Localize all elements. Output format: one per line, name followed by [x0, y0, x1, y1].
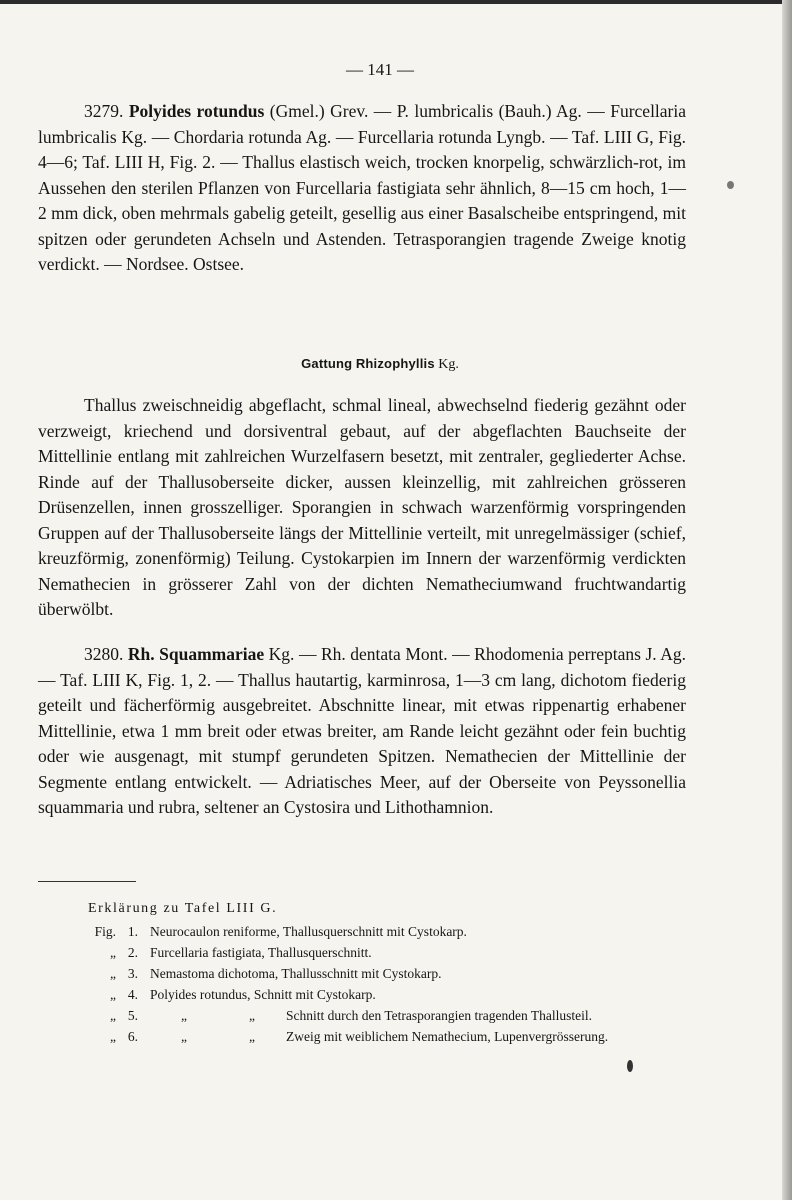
footnote-separator	[38, 881, 136, 882]
ditto-mark: „	[110, 966, 116, 981]
genus-description-text: Thallus zweischneidig abgeflacht, schmal lineal, abwechselnd fiederig gezähnt oder verzweigt, kriechend und dorsiventral gebaut, auf der abgeflachten Bauchseite der Mittellinie entlang mit zahlreichen Wurzelfasern besetzt, mit zentraler, gegliederter Achse. Rinde auf der Thallusoberseite dicker, aussen kleinzellig, mit zahlreichen grösseren Drüsenzellen, innen grosszelliger. Sporangien in schwach warzenförmig vorspringenden Gruppen auf der Thallusoberseite längs der Mittellinie verteilt, mit unregelmässiger (schief, kreuzförmig, zonenförmig) Teilung. Cystokarpien im Innern der warzenförmig verdickten Nemathecien in grösserer Zahl von der dichten Nematheciumwand fruchtwandartig überwölbt.	[38, 395, 686, 619]
fig-caption-row	[150, 1005, 688, 1026]
page-top-edge	[0, 0, 792, 4]
ditto-mark: „	[249, 1029, 255, 1044]
fig-number: 4.	[127, 987, 138, 1002]
ditto-mark: „	[181, 1008, 187, 1023]
entry-number: 3279.	[84, 101, 124, 121]
species-name: Rh. Squammariae	[127, 644, 265, 664]
page-number: — 141 —	[346, 60, 414, 79]
fig-caption: Polyides rotundus, Schnitt mit Cystokarp.	[150, 987, 376, 1002]
fig-caption: Neurocaulon reniforme, Thallusquerschnitt mit Cystokarp.	[150, 924, 467, 939]
species-entry-3280	[38, 642, 686, 821]
figure-item	[88, 1005, 688, 1026]
fig-number: 2.	[127, 945, 138, 960]
fig-prefix: Fig.	[94, 924, 116, 939]
genus-author: Kg.	[438, 357, 459, 372]
figure-item	[88, 984, 688, 1005]
fig-number: 1.	[127, 924, 138, 939]
entry-number: 3280.	[84, 644, 124, 664]
fig-number: 6.	[127, 1029, 138, 1044]
fig-caption-row	[150, 1026, 688, 1047]
figure-item	[88, 1026, 688, 1047]
ditto-mark: „	[181, 1029, 187, 1044]
ditto-mark: „	[110, 987, 116, 1002]
figure-item	[88, 921, 688, 942]
page-binding-edge	[782, 0, 792, 1200]
figure-list	[88, 921, 688, 1047]
species-name: Polyides rotundus	[128, 101, 265, 121]
figure-item	[88, 963, 688, 984]
genus-prefix: Gattung	[301, 356, 353, 371]
fig-number: 3.	[127, 966, 138, 981]
fig-caption: Furcellaria fastigiata, Thallusquerschnitt.	[150, 945, 372, 960]
fig-caption: Schnitt durch den Tetrasporangien tragenden Thallusteil.	[286, 1008, 592, 1023]
ditto-mark: „	[110, 945, 116, 960]
fig-number: 5.	[127, 1008, 138, 1023]
entry-text: Kg. — Rh. dentata Mont. — Rhodomenia perreptans J. Ag. — Taf. LIII K, Fig. 1, 2. — Thallus hautartig, karminrosa, 1—3 cm lang, dichotom fiederig geteilt und fächerförmig ausgebreitet. Abschnitte linear, mit etwas rippenartig erhabener Mittellinie, etwa 1 mm breit oder etwas breiter, am Rande leicht gezähnt oder fein buchtig oder wie ausgenagt, mit stumpf gerundeten Spitzen. Nemathecien der Mittellinie der Segmente entlang entwickelt. — Adriatisches Meer, auf der Oberseite von Peyssonellia squammaria und rubra, seltener an Cystosira und Lithothamnion.	[38, 644, 686, 817]
plate-explanation-title: Erklärung zu Tafel LIII G.	[88, 901, 278, 916]
ink-blemish	[627, 1060, 633, 1072]
entry-text: (Gmel.) Grev. — P. lumbricalis (Bauh.) Ag. — Furcellaria lumbricalis Kg. — Chordaria rotunda Ag. — Furcellaria rotunda Lyngb. — Taf. LIII G, Fig. 4—6; Taf. LIII H, Fig. 2. — Thallus elastisch weich, trocken knorpelig, schwärzlich-rot, im Aussehen den sterilen Pflanzen von Furcellaria fastigiata sehr ähnlich, 8—15 cm hoch, 1—2 mm dick, oben mehrmals gabelig geteilt, gesellig aus einer Basalscheibe entspringend, mit spitzen oder gerundeten Achseln und Astenden. Tetrasporangien tragende Zweige knotig verdickt. — Nordsee. Ostsee.	[38, 101, 687, 274]
ditto-mark: „	[110, 1008, 116, 1023]
ditto-mark: „	[249, 1008, 255, 1023]
ink-blemish	[727, 181, 734, 189]
genus-heading	[0, 356, 760, 373]
fig-caption: Zweig mit weiblichem Nemathecium, Lupenvergrösserung.	[286, 1029, 609, 1044]
fig-caption: Nemastoma dichotoma, Thallusschnitt mit Cystokarp.	[150, 966, 442, 981]
species-entry-3279	[38, 99, 686, 278]
genus-description	[38, 393, 686, 623]
figure-item	[88, 942, 688, 963]
ditto-mark: „	[110, 1029, 116, 1044]
genus-name: Rhizophyllis	[355, 356, 435, 371]
